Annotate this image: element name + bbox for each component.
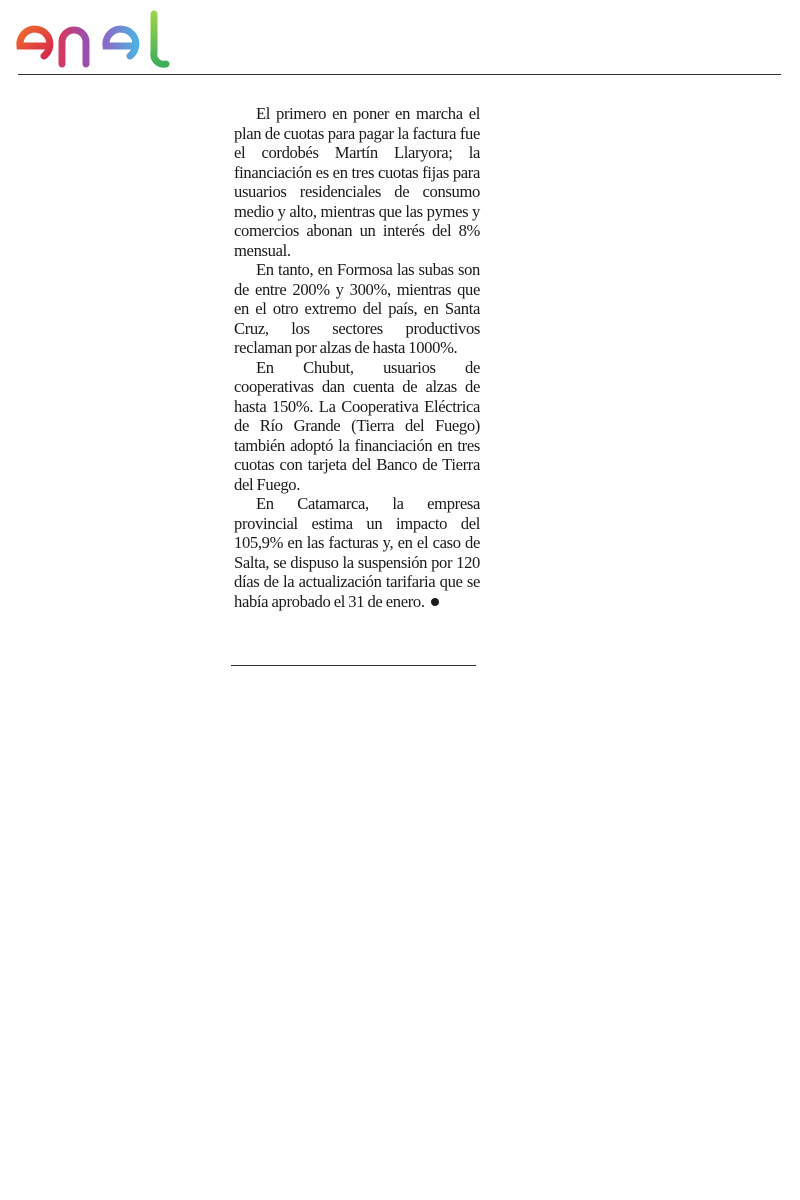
article-body <box>234 104 480 611</box>
article-paragraph-3: En Chubut, usuarios de cooperativas dan cuenta de alzas de hasta 150%. La Cooperativa Eléctrica de Río Grande (Tierra del Fuego) también adoptó la financiación en tres cuotas con tarjeta del Banco de Tierra del Fuego. <box>234 357 480 494</box>
article-end-divider <box>231 665 476 666</box>
article-paragraph-4 <box>234 494 480 611</box>
enel-logo <box>14 8 184 70</box>
end-of-article-bullet-icon <box>431 598 439 606</box>
article-paragraph-2: En tanto, en Formosa las subas son de entre 200% y 300%, mientras que en el otro extremo del país, en Santa Cruz, los sectores productivos reclaman por alzas de hasta 1000%. <box>234 260 480 357</box>
article-paragraph-1: El primero en poner en marcha el plan de cuotas para pagar la factura fue el cordobés Martín Llaryora; la financiación es en tres cuotas fijas para usuarios residenciales de consumo medio y alto, mientras que las pymes y comercios abonan un interés del 8% mensual. <box>234 104 480 260</box>
article-paragraph-4-text: En Catamarca, la empresa provincial estima un impacto del 105,9% en las facturas y, en el caso de Salta, se dispuso la suspensión por 120 días de la actualización tarifaria que se había aprobado el 31 de enero. <box>234 494 480 611</box>
header-divider <box>18 74 781 75</box>
